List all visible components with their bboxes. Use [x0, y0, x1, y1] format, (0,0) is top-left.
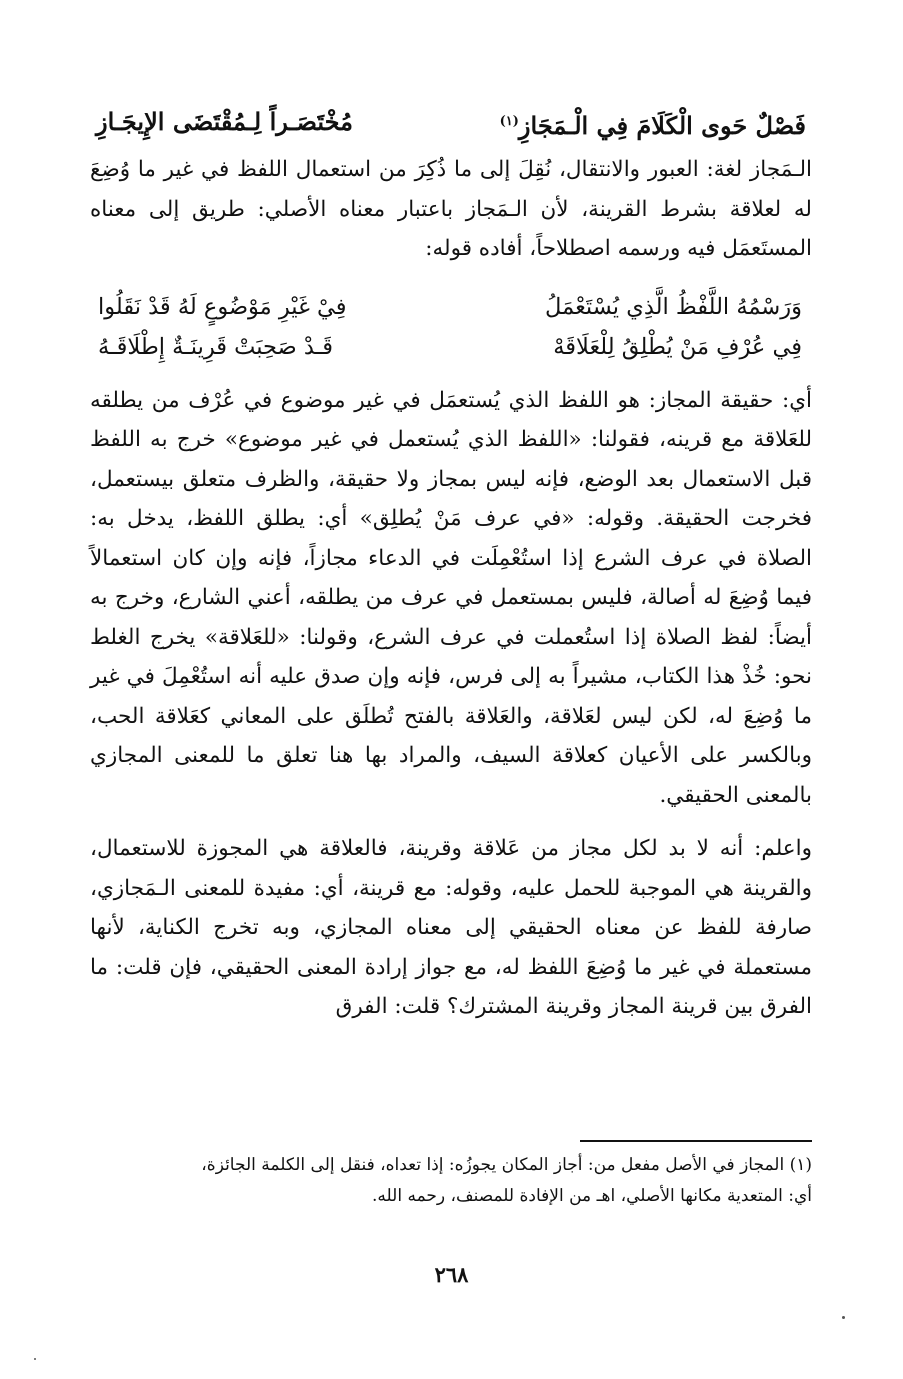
scan-speck: [34, 1358, 36, 1360]
paragraph-3: واعلم: أنه لا بد لكل مجاز من عَلاقة وقرينة، فالعلاقة هي المجوزة للاستعمال، والقرينة هي الموجبة للحمل عليه، وقوله: مع قرينة، أي: مفيدة للمعنى الـمَجازي، صارفة للفظ عن معناه الحقيقي إلى معناه المجازي، وبه تخرج الكناية، لأنها مستعملة في غير ما وُضِعَ اللفظ له، مع جواز إرادة المعنى الحقيقي، فإن قلت: ما الفرق بين قرينة المجاز وقرينة المشترك؟ قلت: الفرق: [90, 836, 812, 1019]
heading-second-part: مُخْتَصَـراً لِـمُقْتَضَى الإِيجَـازِ: [96, 107, 353, 136]
heading-first-text: فَصْلٌ حَوى الْكَلَامَ فِي الْـمَجَازِ: [518, 111, 806, 140]
heading-first-part: [500, 96, 806, 148]
heading-footnote-ref: (١): [499, 114, 519, 129]
verse-line-1: [90, 287, 812, 327]
verse-line-2-second-hemistich: قَـدْ صَحِبَتْ قَرِينَـةٌ إِطْلَاقَـهُ: [98, 333, 333, 360]
verse-line-1-first-hemistich: وَرَسْمُهُ اللَّفْظُ الَّذِي يُسْتَعْمَلُ: [545, 293, 802, 320]
page-body: [90, 96, 812, 1027]
paragraph-1: الـمَجاز لغة: العبور والانتقال، نُقِلَ إلى ما ذُكِرَ من استعمال اللفظ في غير ما وُضِعَ له لعلاقة بشرط القرينة، لأن الـمَجاز باعتبار معناه الأصلي: طريق إلى معناه المستَعمَل فيه ورسمه اصطلاحاً، أفاده قوله:: [90, 157, 812, 261]
footnote-line-2: أي: المتعدية مكانها الأصلي، اهـ من الإفادة للمصنف، رحمه الله.: [372, 1186, 812, 1206]
verse-line-2: [90, 327, 812, 367]
page-number: ٢٦٨: [434, 1262, 469, 1287]
verse-line-2-first-hemistich: فِي عُرْفِ مَنْ يُطْلِقُ لِلْعَلَاقَهْ: [553, 333, 802, 360]
paragraph-2: أي: حقيقة المجاز: هو اللفظ الذي يُستعمَل في غير موضوع في عُرْف من يطلقه للعَلاقة مع قرينه، فقولنا: «اللفظ الذي يُستعمل في غير موضوع» خرج به اللفظ قبل الاستعمال بعد الوضع، فإنه ليس بمجاز ولا حقيقة، والظرف متعلق بيستعمل، فخرجت الحقيقة. وقوله: «في عرف مَنْ يُطلِق» أي: يطلق اللفظ، يدخل به: الصلاة في عرف الشرع إذا استُعْمِلَت في الدعاء مجازاً، فإنه وإن كان استعمالاً فيما وُضِعَ له أصالة، فليس بمستعمل في عرف من يطلقه، أعني الشارع، وخرج به أيضاً: لفظ الصلاة إذا استُعملت في عرف الشرع، وقولنا: «للعَلاقة» يخرج الغلط نحو: خُذْ هذا الكتاب، مشيراً به إلى فرس، فإنه وإن صدق عليه أنه استُعْمِلَ في غير ما وُضِعَ له، لكن ليس لعَلاقة، والعَلاقة بالفتح تُطلَق على المعاني كعَلاقة الحب، وبالكسر على الأعيان كعلاقة السيف، والمراد بها هنا تعلق ما للمعنى المجازي بالمعنى الحقيقي.: [90, 387, 812, 808]
footnote-line-1: (١) المجاز في الأصل مفعل من: أجاز المكان يجوزُه: إذا تعداه، فنقل إلى الكلمة الجائزة،: [201, 1155, 812, 1175]
footnote-block: [90, 1150, 812, 1212]
chapter-heading: [90, 96, 812, 148]
scan-speck: [842, 1316, 845, 1319]
verse-block: [90, 287, 812, 367]
footnote-separator: [580, 1140, 812, 1142]
verse-line-1-second-hemistich: فِيْ غَيْرِ مَوْضُوعٍ لَهُ قَدْ نَقَلُوا: [98, 293, 347, 320]
